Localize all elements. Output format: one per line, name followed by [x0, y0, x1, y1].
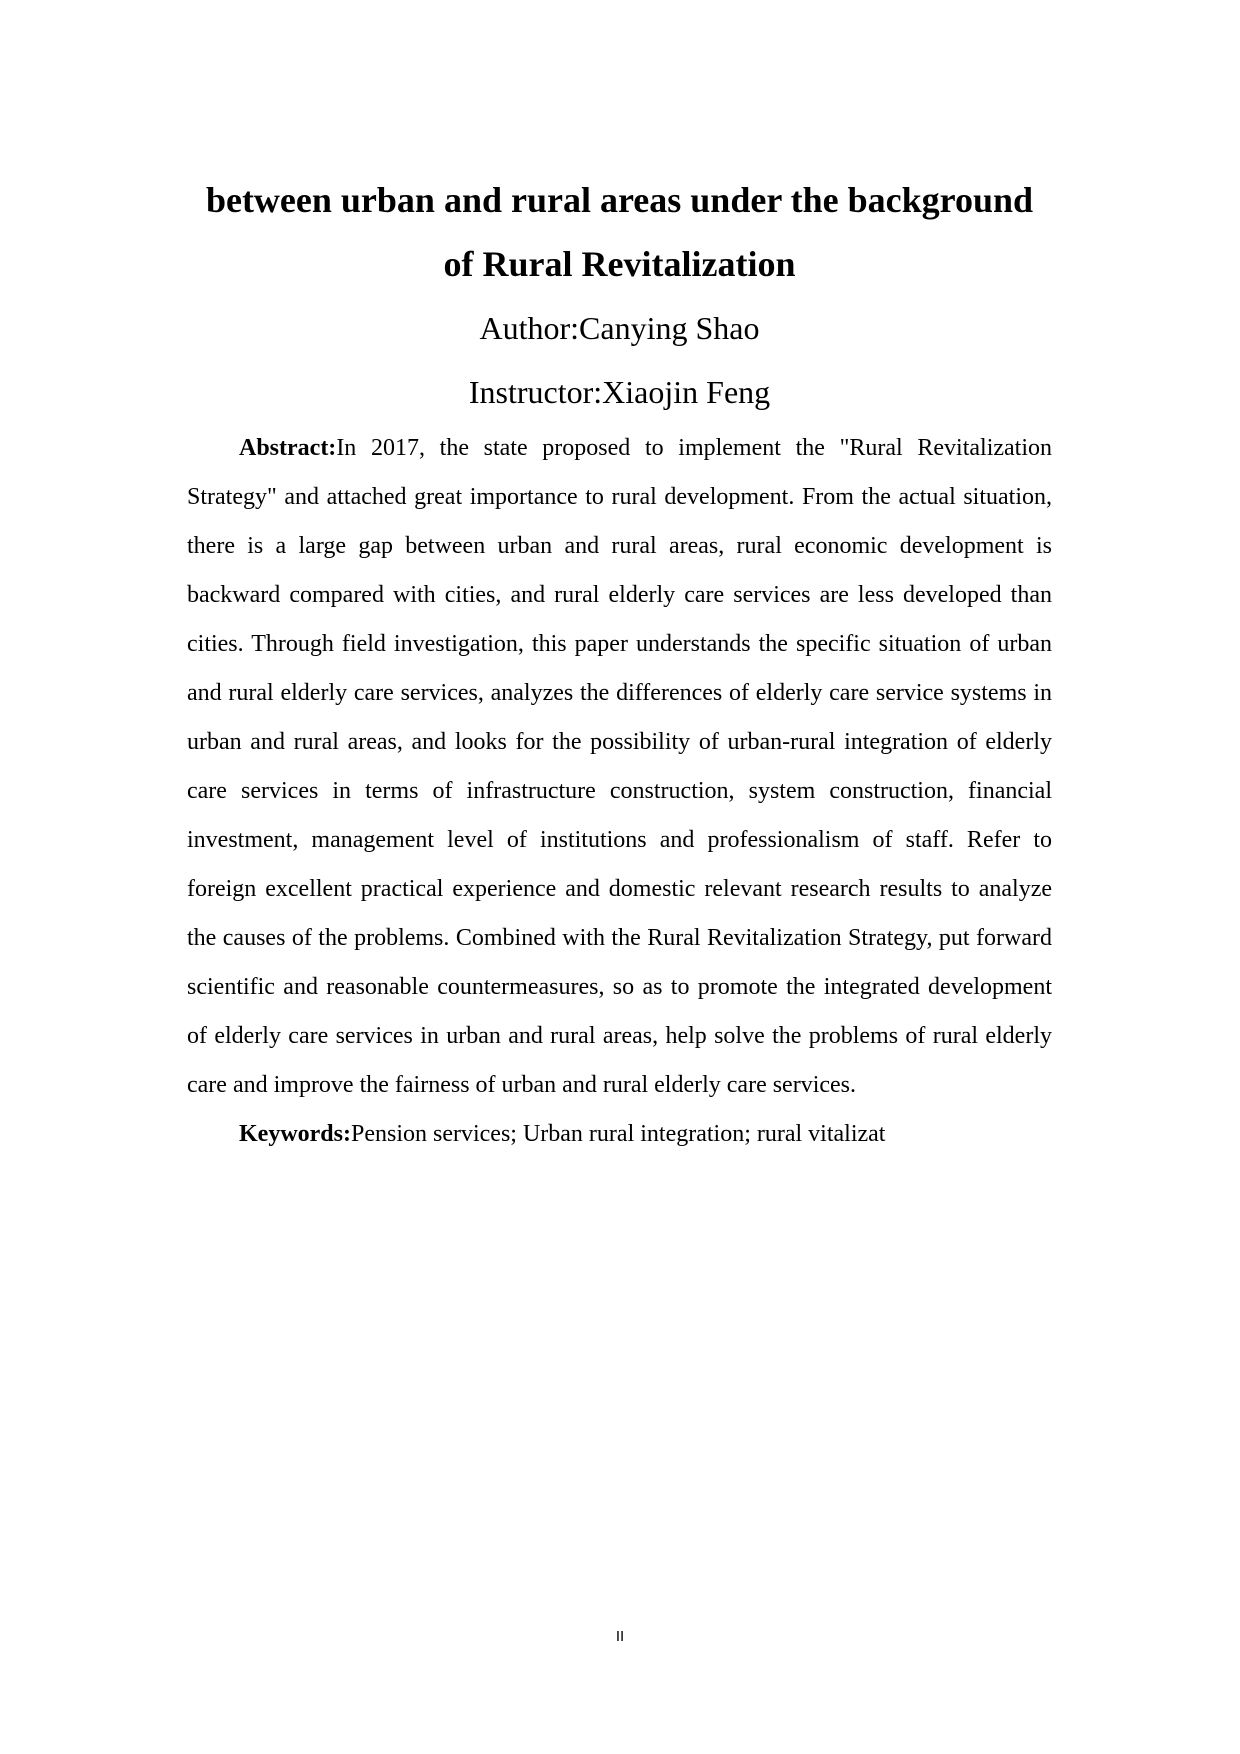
page-content	[187, 168, 1052, 1159]
title-line-2: of Rural Revitalization	[443, 244, 796, 284]
abstract-text: In 2017, the state proposed to implement the "Rural Revitalization Strategy" and attached great importance to rural development. From the actual situation, there is a large gap between urban and rural areas, rural economic development is backward compared with cities, and rural elderly care services are less developed than cities. Through field investigation, this paper understands the specific situation of urban and rural elderly care services, analyzes the differences of elderly care service systems in urban and rural areas, and looks for the possibility of urban-rural integration of elderly care services in terms of infrastructure construction, system construction, financial investment, management level of institutions and professionalism of staff. Refer to foreign excellent practical experience and domestic relevant research results to analyze the causes of the problems. Combined with the Rural Revitalization Strategy, put forward scientific and reasonable countermeasures, so as to promote the integrated development of elderly care services in urban and rural areas, help solve the problems of rural elderly care and improve the fairness of urban and rural elderly care services.	[187, 435, 1052, 1098]
paper-title	[187, 168, 1052, 296]
keywords-label: Keywords:	[239, 1121, 351, 1147]
abstract-paragraph	[187, 424, 1052, 1110]
abstract-label: Abstract:	[239, 435, 337, 461]
keywords-text: Pension services; Urban rural integration; rural vitalizat	[350, 1121, 886, 1147]
instructor-line: Instructor:Xiaojin Feng	[468, 374, 771, 410]
title-line-1: between urban and rural areas under the background	[205, 180, 1034, 220]
author-line: Author:Canying Shao	[479, 310, 760, 346]
keywords-paragraph	[187, 1110, 1052, 1159]
page-number: II	[615, 1628, 625, 1645]
